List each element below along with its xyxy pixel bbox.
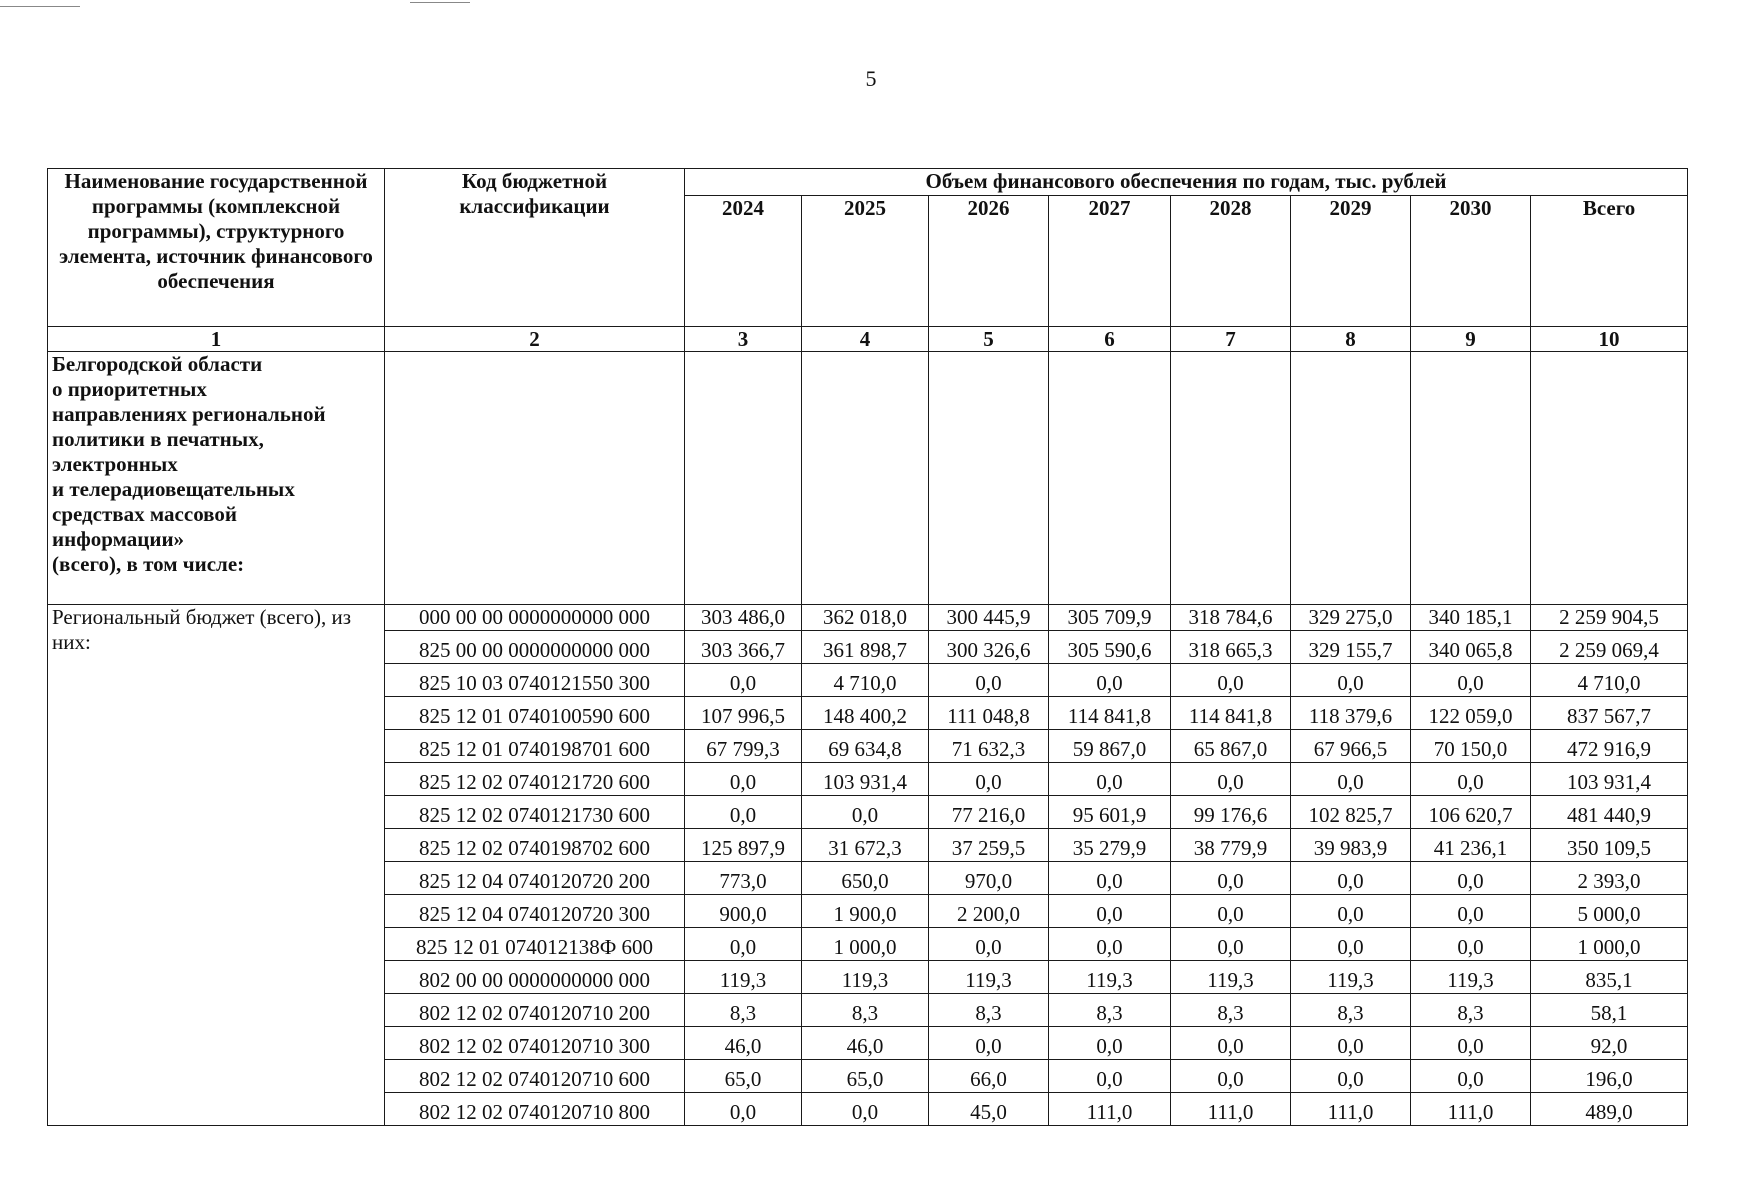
column-number: 8 xyxy=(1291,327,1411,352)
amount-cell: 1 900,0 xyxy=(802,895,929,928)
budget-code-cell: 802 00 00 0000000000 000 xyxy=(385,961,685,994)
table-body xyxy=(48,352,1688,1126)
column-number: 7 xyxy=(1171,327,1291,352)
amount-cell: 8,3 xyxy=(1291,994,1411,1027)
total-cell: 103 931,4 xyxy=(1531,763,1688,796)
amount-cell: 114 841,8 xyxy=(1171,697,1291,730)
amount-cell: 111,0 xyxy=(1291,1093,1411,1126)
amount-cell: 111,0 xyxy=(1411,1093,1531,1126)
amount-cell: 125 897,9 xyxy=(685,829,802,862)
column-header-group: Объем финансового обеспечения по годам, тыс. рублей xyxy=(685,169,1688,196)
amount-cell: 103 931,4 xyxy=(802,763,929,796)
amount-cell: 119,3 xyxy=(802,961,929,994)
scan-artifact-line xyxy=(0,6,80,7)
empty-cell xyxy=(1291,352,1411,605)
amount-cell: 318 784,6 xyxy=(1171,605,1291,631)
amount-cell: 340 185,1 xyxy=(1411,605,1531,631)
amount-cell: 0,0 xyxy=(1411,664,1531,697)
total-cell: 350 109,5 xyxy=(1531,829,1688,862)
amount-cell: 0,0 xyxy=(1049,664,1171,697)
amount-cell: 8,3 xyxy=(685,994,802,1027)
program-row xyxy=(48,352,1688,605)
amount-cell: 114 841,8 xyxy=(1049,697,1171,730)
amount-cell: 71 632,3 xyxy=(929,730,1049,763)
column-number: 4 xyxy=(802,327,929,352)
budget-code-cell: 825 10 03 0740121550 300 xyxy=(385,664,685,697)
budget-code-cell: 802 12 02 0740120710 800 xyxy=(385,1093,685,1126)
amount-cell: 67 966,5 xyxy=(1291,730,1411,763)
amount-cell: 8,3 xyxy=(1411,994,1531,1027)
total-cell: 196,0 xyxy=(1531,1060,1688,1093)
amount-cell: 0,0 xyxy=(1411,1027,1531,1060)
amount-cell: 69 634,8 xyxy=(802,730,929,763)
amount-cell: 39 983,9 xyxy=(1291,829,1411,862)
amount-cell: 329 275,0 xyxy=(1291,605,1411,631)
empty-cell xyxy=(1411,352,1531,605)
table-row xyxy=(48,605,1688,631)
amount-cell: 340 065,8 xyxy=(1411,631,1531,664)
amount-cell: 118 379,6 xyxy=(1291,697,1411,730)
year-header: 2028 xyxy=(1171,196,1291,327)
program-name-line: и телерадиовещательных xyxy=(52,477,295,501)
amount-cell: 37 259,5 xyxy=(929,829,1049,862)
total-cell: 2 259 904,5 xyxy=(1531,605,1688,631)
empty-cell xyxy=(1171,352,1291,605)
program-name xyxy=(48,352,385,605)
amount-cell: 70 150,0 xyxy=(1411,730,1531,763)
amount-cell: 77 216,0 xyxy=(929,796,1049,829)
amount-cell: 0,0 xyxy=(802,796,929,829)
budget-code-cell: 802 12 02 0740120710 300 xyxy=(385,1027,685,1060)
scan-artifact-line xyxy=(410,2,470,3)
amount-cell: 67 799,3 xyxy=(685,730,802,763)
total-cell: 92,0 xyxy=(1531,1027,1688,1060)
budget-code-cell: 000 00 00 0000000000 000 xyxy=(385,605,685,631)
page-number: 5 xyxy=(865,66,877,91)
amount-cell: 0,0 xyxy=(1411,928,1531,961)
amount-cell: 305 590,6 xyxy=(1049,631,1171,664)
amount-cell: 0,0 xyxy=(1411,1060,1531,1093)
program-name-line: электронных xyxy=(52,452,178,476)
total-cell: 489,0 xyxy=(1531,1093,1688,1126)
column-number: 6 xyxy=(1049,327,1171,352)
budget-table xyxy=(47,168,1688,1126)
amount-cell: 650,0 xyxy=(802,862,929,895)
amount-cell: 0,0 xyxy=(1291,895,1411,928)
amount-cell: 46,0 xyxy=(685,1027,802,1060)
amount-cell: 0,0 xyxy=(929,1027,1049,1060)
amount-cell: 2 200,0 xyxy=(929,895,1049,928)
amount-cell: 0,0 xyxy=(1171,1027,1291,1060)
funding-source-label: Региональный бюджет (всего), из них: xyxy=(48,605,385,1126)
budget-code-cell: 825 12 04 0740120720 300 xyxy=(385,895,685,928)
amount-cell: 102 825,7 xyxy=(1291,796,1411,829)
budget-code-cell: 802 12 02 0740120710 600 xyxy=(385,1060,685,1093)
amount-cell: 65,0 xyxy=(802,1060,929,1093)
amount-cell: 148 400,2 xyxy=(802,697,929,730)
amount-cell: 318 665,3 xyxy=(1171,631,1291,664)
total-cell: 472 916,9 xyxy=(1531,730,1688,763)
total-cell: 58,1 xyxy=(1531,994,1688,1027)
amount-cell: 41 236,1 xyxy=(1411,829,1531,862)
program-name-line: Белгородской области xyxy=(52,352,263,376)
amount-cell: 119,3 xyxy=(1411,961,1531,994)
amount-cell: 31 672,3 xyxy=(802,829,929,862)
amount-cell: 0,0 xyxy=(1291,1060,1411,1093)
amount-cell: 8,3 xyxy=(802,994,929,1027)
amount-cell: 0,0 xyxy=(929,928,1049,961)
amount-cell: 0,0 xyxy=(685,763,802,796)
total-cell: 2 259 069,4 xyxy=(1531,631,1688,664)
amount-cell: 0,0 xyxy=(1049,1027,1171,1060)
budget-code-cell: 825 12 02 0740121730 600 xyxy=(385,796,685,829)
amount-cell: 0,0 xyxy=(929,664,1049,697)
amount-cell: 0,0 xyxy=(1291,763,1411,796)
amount-cell: 119,3 xyxy=(1171,961,1291,994)
total-cell: 835,1 xyxy=(1531,961,1688,994)
amount-cell: 1 000,0 xyxy=(802,928,929,961)
amount-cell: 111 048,8 xyxy=(929,697,1049,730)
column-number: 9 xyxy=(1411,327,1531,352)
program-name-line: направлениях региональной xyxy=(52,402,326,426)
budget-code-cell: 825 12 04 0740120720 200 xyxy=(385,862,685,895)
program-name-line: политики в печатных, xyxy=(52,427,264,451)
amount-cell: 0,0 xyxy=(1049,763,1171,796)
amount-cell: 0,0 xyxy=(1171,664,1291,697)
amount-cell: 773,0 xyxy=(685,862,802,895)
budget-code-cell: 825 12 01 074012138Ф 600 xyxy=(385,928,685,961)
column-header-code: Код бюджетной классификации xyxy=(385,169,685,327)
amount-cell: 111,0 xyxy=(1049,1093,1171,1126)
budget-code-cell: 825 12 01 0740198701 600 xyxy=(385,730,685,763)
amount-cell: 0,0 xyxy=(1171,1060,1291,1093)
program-name-line: информации» xyxy=(52,527,185,551)
amount-cell: 0,0 xyxy=(1291,1027,1411,1060)
amount-cell: 0,0 xyxy=(1411,895,1531,928)
amount-cell: 119,3 xyxy=(1049,961,1171,994)
amount-cell: 111,0 xyxy=(1171,1093,1291,1126)
column-header-name: Наименование государственной программы (комплексной программы), структурного элемента, источник финансового обеспечения xyxy=(48,169,385,327)
amount-cell: 0,0 xyxy=(1049,895,1171,928)
empty-cell xyxy=(1049,352,1171,605)
year-header: 2024 xyxy=(685,196,802,327)
amount-cell: 106 620,7 xyxy=(1411,796,1531,829)
budget-code-cell: 825 12 01 0740100590 600 xyxy=(385,697,685,730)
empty-cell xyxy=(802,352,929,605)
amount-cell: 119,3 xyxy=(1291,961,1411,994)
program-name-line: средствах массовой xyxy=(52,502,237,526)
budget-code-cell: 825 12 02 0740121720 600 xyxy=(385,763,685,796)
amount-cell: 0,0 xyxy=(1291,862,1411,895)
amount-cell: 35 279,9 xyxy=(1049,829,1171,862)
amount-cell: 119,3 xyxy=(685,961,802,994)
amount-cell: 0,0 xyxy=(1049,862,1171,895)
year-header: 2027 xyxy=(1049,196,1171,327)
amount-cell: 300 445,9 xyxy=(929,605,1049,631)
amount-cell: 119,3 xyxy=(929,961,1049,994)
total-cell: 1 000,0 xyxy=(1531,928,1688,961)
amount-cell: 305 709,9 xyxy=(1049,605,1171,631)
amount-cell: 0,0 xyxy=(685,664,802,697)
total-cell: 5 000,0 xyxy=(1531,895,1688,928)
amount-cell: 0,0 xyxy=(685,928,802,961)
amount-cell: 361 898,7 xyxy=(802,631,929,664)
budget-code-cell: 802 12 02 0740120710 200 xyxy=(385,994,685,1027)
budget-code-cell: 825 00 00 0000000000 000 xyxy=(385,631,685,664)
amount-cell: 99 176,6 xyxy=(1171,796,1291,829)
amount-cell: 0,0 xyxy=(1411,763,1531,796)
empty-cell xyxy=(929,352,1049,605)
empty-cell xyxy=(685,352,802,605)
amount-cell: 0,0 xyxy=(685,796,802,829)
amount-cell: 329 155,7 xyxy=(1291,631,1411,664)
amount-cell: 95 601,9 xyxy=(1049,796,1171,829)
amount-cell: 38 779,9 xyxy=(1171,829,1291,862)
amount-cell: 0,0 xyxy=(1291,664,1411,697)
column-number: 3 xyxy=(685,327,802,352)
amount-cell: 0,0 xyxy=(1171,862,1291,895)
total-cell: 481 440,9 xyxy=(1531,796,1688,829)
budget-code-cell: 825 12 02 0740198702 600 xyxy=(385,829,685,862)
program-name-line: (всего), в том числе: xyxy=(52,552,245,576)
amount-cell: 0,0 xyxy=(929,763,1049,796)
amount-cell: 300 326,6 xyxy=(929,631,1049,664)
empty-cell xyxy=(385,352,685,605)
amount-cell: 59 867,0 xyxy=(1049,730,1171,763)
year-header: 2029 xyxy=(1291,196,1411,327)
amount-cell: 4 710,0 xyxy=(802,664,929,697)
amount-cell: 303 366,7 xyxy=(685,631,802,664)
amount-cell: 0,0 xyxy=(1171,928,1291,961)
year-header: 2025 xyxy=(802,196,929,327)
amount-cell: 0,0 xyxy=(1411,862,1531,895)
amount-cell: 0,0 xyxy=(1171,895,1291,928)
amount-cell: 0,0 xyxy=(1049,928,1171,961)
column-number: 2 xyxy=(385,327,685,352)
amount-cell: 8,3 xyxy=(1049,994,1171,1027)
year-header: 2030 xyxy=(1411,196,1531,327)
amount-cell: 65,0 xyxy=(685,1060,802,1093)
amount-cell: 122 059,0 xyxy=(1411,697,1531,730)
amount-cell: 8,3 xyxy=(1171,994,1291,1027)
amount-cell: 0,0 xyxy=(685,1093,802,1126)
amount-cell: 0,0 xyxy=(1171,763,1291,796)
column-number: 5 xyxy=(929,327,1049,352)
amount-cell: 900,0 xyxy=(685,895,802,928)
amount-cell: 45,0 xyxy=(929,1093,1049,1126)
amount-cell: 303 486,0 xyxy=(685,605,802,631)
amount-cell: 8,3 xyxy=(929,994,1049,1027)
amount-cell: 970,0 xyxy=(929,862,1049,895)
column-number: 10 xyxy=(1531,327,1688,352)
total-cell: 837 567,7 xyxy=(1531,697,1688,730)
amount-cell: 0,0 xyxy=(802,1093,929,1126)
total-cell: 2 393,0 xyxy=(1531,862,1688,895)
empty-cell xyxy=(1531,352,1688,605)
amount-cell: 65 867,0 xyxy=(1171,730,1291,763)
year-header: 2026 xyxy=(929,196,1049,327)
amount-cell: 46,0 xyxy=(802,1027,929,1060)
column-number: 1 xyxy=(48,327,385,352)
program-name-line: о приоритетных xyxy=(52,377,207,401)
total-header: Всего xyxy=(1531,196,1688,327)
total-cell: 4 710,0 xyxy=(1531,664,1688,697)
amount-cell: 0,0 xyxy=(1291,928,1411,961)
amount-cell: 107 996,5 xyxy=(685,697,802,730)
amount-cell: 362 018,0 xyxy=(802,605,929,631)
amount-cell: 0,0 xyxy=(1049,1060,1171,1093)
amount-cell: 66,0 xyxy=(929,1060,1049,1093)
